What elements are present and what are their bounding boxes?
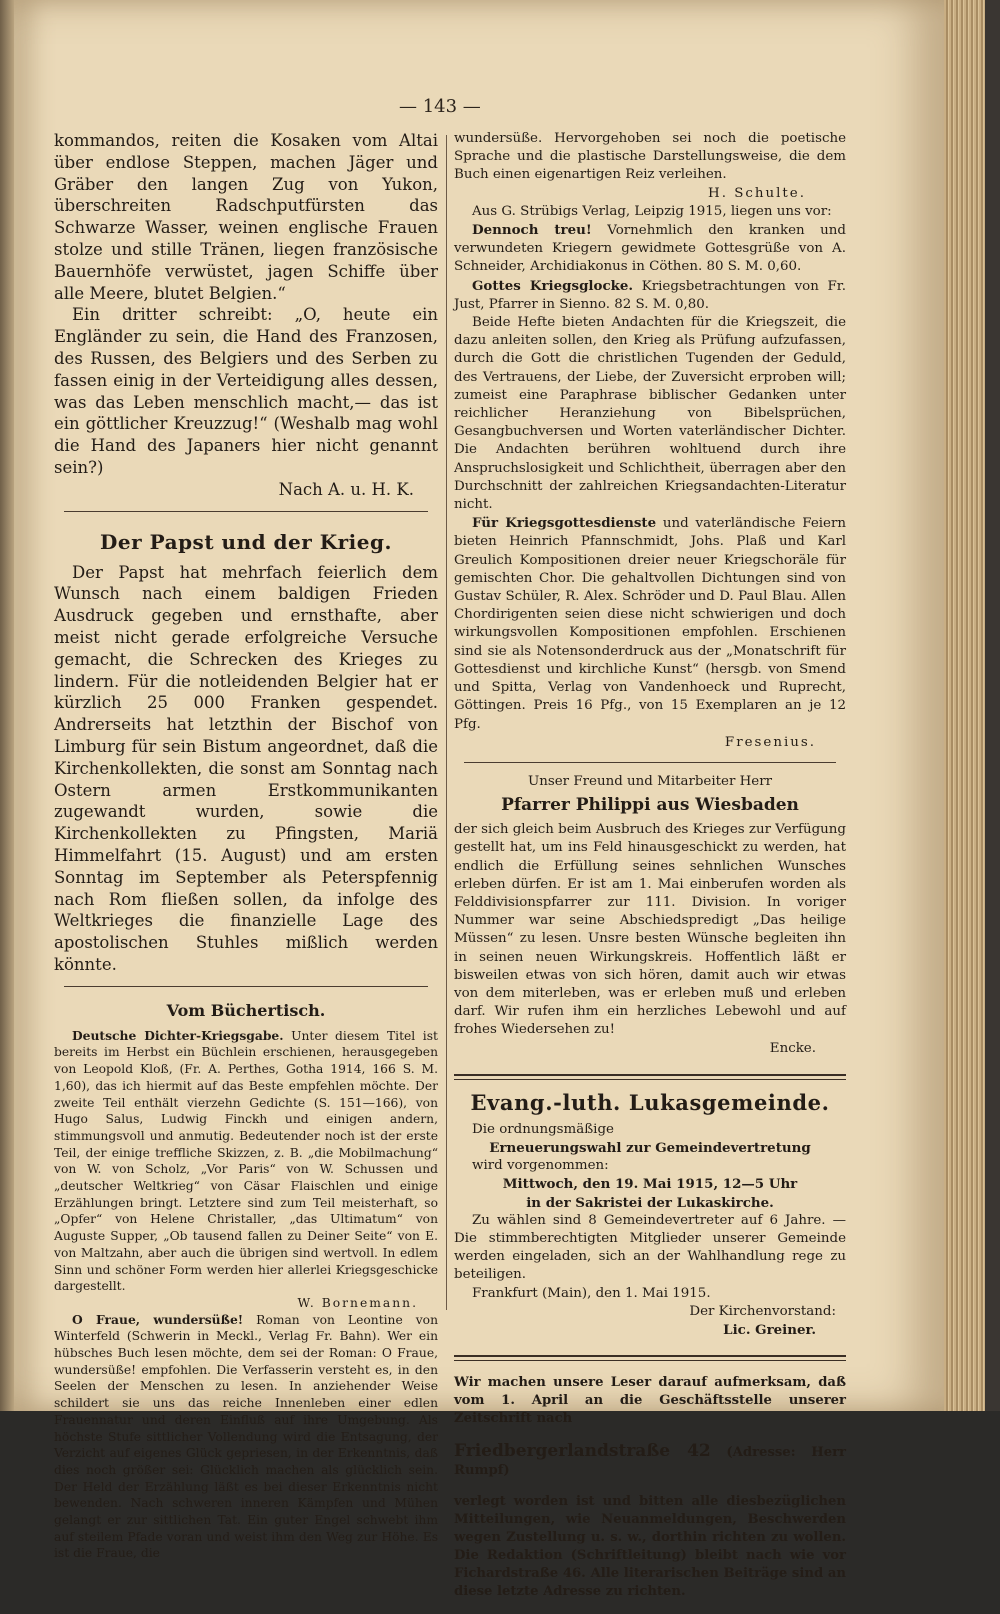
dennoch-text: Vornehmlich den kranken und verwundeten Kriegern gewidmete Gottesgrüße von A. Schneider, Archidiakonus in Cöthen. 80 S. M. 0,60. bbox=[454, 223, 846, 275]
lukas-die: Die ordnungsmäßige bbox=[472, 1121, 614, 1137]
right-column bbox=[454, 130, 846, 1614]
column-divider bbox=[446, 135, 447, 1310]
review-2 bbox=[54, 1312, 438, 1563]
previous-page-edge bbox=[0, 0, 14, 1411]
review-2-signature: H. Schulte. bbox=[708, 185, 806, 201]
lukas-date-2: in der Sakristei der Lukaskirche. bbox=[526, 1194, 774, 1211]
review-2-continuation: wundersüße. Hervorgehoben sei noch die poetische Sprache und die plastische Darstellungsweise, die dem Buch einen eigenartigen Reiz verleihen. bbox=[454, 131, 846, 183]
philippi-text: der sich gleich beim Ausbruch des Krieges zur Verfügung gestellt hat, um ins Feld hinausgeschickt zu werden, hat endlich die Erfüllung seines sehnlichen Wunsches erleben dürfen. Er ist am 1. Mai einberufen worden als Felddivisionspfarrer zur 111. Division. In voriger Nummer war seine Abschiedspredigt „Das heilige Müssen“ zu lesen. Unsre besten Wünsche begleiten ihn in seinen neuen Wirkungskreis. Hoffentlich läßt er bisweilen etwas von sich hören, damit auch wir etwas von dem miterleben, was er erleben muß und erleben darf. Wir rufen ihm ein herzliches Lebewohl und auf frohes Wiedersehen zu! bbox=[454, 822, 846, 1038]
left-column bbox=[54, 130, 438, 1562]
lukas-vorstand: Der Kirchenvorstand: bbox=[689, 1303, 836, 1319]
review-1-text: Unter diesem Titel ist bereits im Herbst ein Büchlein erschienen, herausgegeben von Leopold Kloß, (Fr. A. Perthes, Gotha 1914, 166 S. M. 1,60), das ich hiermit auf das Beste empfehlen möchte. Der zweite Teil enthält vierzehn Gedichte (S. 151—166), von Hugo Salus, Ludwig Finckh und einigen andern, stimmungsvoll und anmutig. Bedeutender noch ist der erste Teil, der einige treffliche Skizzen, z. B. „die Mobilmachung“ von W. von Scholz, „Vor Paris“ von W. Schussen und „deutscher Weltkrieg“ von Cäsar Flaischlen und einige Erzählungen bringt. Letztere sind zum Teil meisterhaft, so „Opfer“ von Helene Christaller, „das Ultimatum“ von Auguste Supper, „Ob tausend fallen zu Deiner Seite“ von E. von Maltzahn, aber auch die übrigen sind wertvoll. In edlem Sinn und schöner Form werden hier allerlei Kriegsgeschicke dargestellt. bbox=[54, 1028, 438, 1294]
lukas-date-1: Mittwoch, den 19. Mai 1915, 12—5 Uhr bbox=[502, 1176, 798, 1193]
glocke-text: Kriegsbetrachtungen von Fr. Just, Pfarrer in Sienno. 82 S. M. 0,80. bbox=[454, 278, 846, 312]
section-rule bbox=[64, 986, 428, 987]
lukas-wahl: Erneuerungswahl zur Gemeindevertretung bbox=[489, 1139, 811, 1156]
lukas-greiner: Lic. Greiner. bbox=[723, 1321, 816, 1338]
dennoch-title: Dennoch treu! bbox=[472, 222, 592, 239]
review-2-title: O Fraue, wundersüße! bbox=[72, 1311, 244, 1327]
review-2-text: Roman von Leontine von Winterfeld (Schwerin in Meckl., Verlag Fr. Bahn). Wer ein hübsches Buch lesen möchte, dem sei der Roman: O Fraue, wundersüße! empfohlen. Die Verfasserin versteht es, in den Seelen der Menschen zu lesen. In anziehender Weise schildert sie uns das reiche Innenleben einer edlen Frauennatur und deren Einfluß auf ihre Umgebung. Als höchste Stufe sittlicher Vollendung wird die Entsagung, der Verzicht auf eigenes Glück gepriesen, in der Erkenntnis, daß dies noch größer sei: Glücklich machen als glücklich sein. Der Held der Erzählung läßt es bei dieser Erkenntnis nicht bewenden. Nach schweren inneren Kämpfen und Mühen gelangt er zur sittlichen Tat. Ein guter Engel schwebt ihm auf steilem Pfade voran und weist ihm den Weg zur Höhe. Es ist die Fraue, die bbox=[54, 1312, 438, 1561]
lukas-wird: wird vorgenommen: bbox=[472, 1158, 609, 1174]
page-number: — 143 — bbox=[399, 96, 481, 117]
struebig-intro: Aus G. Strübigs Verlag, Leipzig 1915, liegen uns vor: bbox=[472, 203, 832, 219]
review-glocke bbox=[454, 277, 846, 314]
gottesdienste-title: Für Kriegsgottesdienste bbox=[472, 515, 657, 532]
papst-text: Der Papst hat mehrfach feierlich dem Wunsch nach einem baldigen Frieden Ausdruck gegeben und ernsthafte, aber meist nicht gerade erfolgreiche Versuche gemacht, die Schrecken des Krieges zu lindern. Für die notleidenden Belgier hat er kürzlich 25 000 Franken gespendet. Andrerseits hat letzthin der Bischof von Limburg für sein Bistum angeordnet, daß die Kirchenkollekten, die sonst am Sonntag nach Ostern armen Erstkommunikanten zugewandt wurden, sowie die Kirchenkollekten zu Pfingsten, Mariä Himmelfahrt (15. August) und am ersten Sonntag im September als Peterspfennig nach Rom fließen sollen, da infolge des Weltkrieges die finanzielle Lage des apostolischen Stuhles mißlich werden könnte. bbox=[54, 562, 438, 974]
lukasgemeinde-heading: Evang.-luth. Lukasgemeinde. bbox=[470, 1089, 830, 1115]
review-1-signature: W. Bornemann. bbox=[297, 1295, 418, 1310]
philippi-signature: Encke. bbox=[769, 1040, 816, 1056]
double-rule bbox=[454, 1355, 846, 1361]
review-dennoch bbox=[454, 221, 846, 277]
freund-line: Unser Freund und Mitarbeiter Herr bbox=[527, 773, 773, 789]
notice-text-1: Wir machen unsere Leser darauf aufmerksam, daß vom 1. April an die Geschäftsstelle unserer Zeitschrift nach bbox=[454, 1375, 846, 1427]
notice-address-2: (Adresse: Herr Rumpf) bbox=[454, 1444, 846, 1478]
review-gottesdienste bbox=[454, 514, 846, 733]
review-beide: Beide Hefte bieten Andachten für die Kriegszeit, die dazu anleiten sollen, den Krieg als Prüfung aufzufassen, durch die Gott die christlichen Tugenden der Geduld, des Vertrauens, der Liebe, der Zuversicht erproben will; zumeist eine Paraphrase biblischer Gedanken unter reichlicher Heranziehung von Bibelsprüchen, Gesangbuchversen und Worten vaterländischer Dichter. Die Andachten berühren wohltuend durch ihre Anspruchslosigkeit und Schlichtheit, überragen aber den Durchschnitt der zahlreichen Kriegsandachten-Literatur nicht. bbox=[454, 315, 846, 513]
review-1 bbox=[54, 1028, 438, 1295]
notice-address-line bbox=[454, 1442, 846, 1480]
glocke-title: Gottes Kriegsglocke. bbox=[472, 277, 634, 294]
philippi-heading: Pfarrer Philippi aus Wiesbaden bbox=[501, 795, 799, 816]
intro-signature: Nach A. u. H. K. bbox=[278, 479, 414, 499]
lukas-text: Zu wählen sind 8 Gemeindevertreter auf 6 Jahre. — Die stimmberechtigten Mitglieder unserer Gemeinde werden eingeladen, sich an der Wahlhandlung rege zu beteiligen. bbox=[454, 1212, 846, 1283]
lukas-place: Frankfurt (Main), den 1. Mai 1915. bbox=[472, 1285, 711, 1301]
intro-paragraph-2: Ein dritter schreibt: „O, heute ein Engländer zu sein, die Hand des Franzosen, des Russen, des Belgiers und des Serben zu fassen einig in der Verteidigung alles dessen, was das Leben menschlich macht,— das ist ein göttlicher Kreuzzug!“ (Weshalb mag wohl die Hand des Japaners hier nicht genannt sein?) bbox=[54, 305, 438, 477]
fresenius-signature: Fresenius. bbox=[724, 734, 816, 750]
buecher-heading: Vom Büchertisch. bbox=[166, 1000, 326, 1020]
double-rule bbox=[454, 1074, 846, 1080]
section-rule bbox=[64, 511, 428, 512]
book-cover-edge bbox=[985, 0, 1000, 1411]
review-1-title: Deutsche Dichter-Kriegsgabe. bbox=[72, 1027, 284, 1043]
notice-text-2: verlegt worden ist und bitten alle diesbezüglichen Mitteilungen, wie Neuanmeldungen, Beschwerden wegen Zustellung u. s. w., dorthin richten zu wollen. Die Redaktion (Schriftleitung) bleibt nach wie vor Fichardstraße 46. Alle literarischen Beiträge sind an diese letzte Adresse zu richten. bbox=[454, 1493, 846, 1599]
notice-address: Friedbergerlandstraße 42 bbox=[454, 1440, 711, 1461]
papst-heading: Der Papst und der Krieg. bbox=[100, 529, 392, 554]
gottesdienste-text: und vaterländische Feiern bieten Heinrich Pfannschmidt, Johs. Plaß und Karl Greulich Kompositionen dreier neuer Kriegschoräle für gemischten Chor. Die gehaltvollen Dichtungen sind von Gustav Schüler, R. Alex. Schröder und D. Paul Blau. Allen Chordirigenten seien diese nicht schwierigen und doch wirkungsvollen Kompositionen empfohlen. Erschienen sind sie als Notensonderdruck aus der „Monatschrift für Gottesdienst und kirchliche Kunst“ (hersgb. von Smend und Spitta, Verlag von Vandenhoeck und Ruprecht, Göttingen. Preis 16 Pfg., von 15 Exemplaren an je 12 Pfg. bbox=[454, 516, 846, 732]
intro-paragraph-1: kommandos, reiten die Kosaken vom Altai über endlose Steppen, machen Jäger und Gräber den langen Zug von Yukon, überschreiten Radschputfürsten das Schwarze Wasser, weinen englische Frauen stolze und stille Tränen, liegen französische Bauernhöfe verwüstet, jagen Schiffe über alle Meere, blutet Belgien.“ bbox=[54, 131, 438, 303]
section-rule bbox=[464, 762, 836, 763]
